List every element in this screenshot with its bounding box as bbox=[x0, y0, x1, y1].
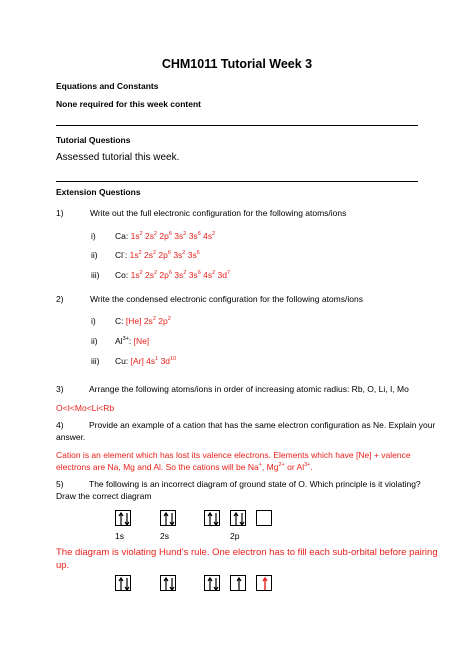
tutorial-text: Assessed tutorial this week. bbox=[56, 152, 180, 163]
config-term: $2s^2$ bbox=[141, 250, 157, 260]
config-term: $3s^6$ bbox=[185, 250, 200, 260]
q1-i-roman: i) bbox=[91, 231, 96, 241]
config-term: $2s^2$ bbox=[142, 270, 158, 280]
q2-i-answer: [He] $2s^2$ $2p^2$ bbox=[125, 316, 171, 326]
q1-text: Write out the full electronic configuration for the following atoms/ions bbox=[90, 208, 347, 218]
config-term: $4s^2$ bbox=[200, 231, 216, 241]
config-term: $2p^6$ bbox=[157, 231, 172, 241]
up-arrow-icon bbox=[231, 576, 247, 592]
orbital-box-2s bbox=[160, 510, 176, 526]
config-term: $3s^2$ bbox=[170, 250, 186, 260]
orbital-box-2p-a-correct bbox=[204, 575, 220, 591]
orbital-box-2p-a bbox=[204, 510, 220, 526]
equations-text: None required for this week content bbox=[56, 99, 201, 109]
q4-answer-line2: electrons are Na, Mg and Al. So the cations will be Na+, $Mg^{2+}$ or $Al^{3+}$. bbox=[56, 462, 313, 472]
q1-ii-line bbox=[115, 250, 200, 260]
q1-i-line bbox=[115, 231, 215, 241]
extension-heading: Extension Questions bbox=[56, 187, 141, 197]
q2-text: Write the condensed electronic configuration for the following atoms/ions bbox=[90, 294, 363, 304]
page-title: CHM1011 Tutorial Week 3 bbox=[161, 57, 313, 71]
paired-arrows-icon bbox=[161, 576, 177, 592]
q2-ii-line: $Al^{3+}$: [Ne] bbox=[115, 336, 150, 346]
q2-ii-charge: 3+ bbox=[122, 336, 129, 343]
orbital-box-1s-correct bbox=[115, 575, 131, 591]
q2-ii-species: Al bbox=[115, 336, 123, 346]
divider bbox=[56, 125, 418, 126]
q2-ii-answer: [Ne] bbox=[133, 336, 150, 346]
q1-ii-species: Cl bbox=[115, 250, 124, 260]
q3-answer: O<I<Mo<Li<Rb bbox=[56, 403, 115, 413]
up-arrow-red-icon bbox=[257, 576, 273, 592]
config-cl bbox=[130, 250, 200, 260]
config-term: $2p^6$ bbox=[157, 270, 172, 280]
orbital-box-2p-b-correct bbox=[230, 575, 246, 591]
orbital-box-2s-correct bbox=[160, 575, 176, 591]
q5-answer-line2: up. bbox=[56, 560, 70, 571]
q1-iii-roman: iii) bbox=[91, 270, 100, 280]
q2-iii-answer: [Ar] $4s^1$ $3d^{10}$ bbox=[130, 356, 177, 366]
q5-answer-line1: The diagram is violating Hund’s rule. One electron has to fill each sub-orbital before pairing bbox=[56, 547, 438, 558]
config-term: $2s^2$ bbox=[142, 231, 158, 241]
config-term: $3s^2$ bbox=[171, 270, 187, 280]
q1-iii-species: Co: bbox=[115, 270, 131, 280]
q2-i-line bbox=[115, 316, 171, 326]
q5-number: 5) bbox=[56, 479, 64, 489]
paired-arrows-icon bbox=[116, 576, 132, 592]
config-term: $3d^7$ bbox=[215, 270, 231, 280]
paired-arrows-icon bbox=[231, 511, 247, 527]
tutorial-heading: Tutorial Questions bbox=[56, 135, 131, 145]
q2-iii-roman: iii) bbox=[91, 356, 100, 366]
q1-ii-roman: ii) bbox=[91, 250, 98, 260]
config-term: $1s^2$ bbox=[130, 231, 143, 241]
q3-number: 3) bbox=[56, 384, 64, 394]
config-term: $1s^2$ bbox=[129, 250, 142, 260]
config-ca bbox=[131, 231, 216, 241]
config-term: $3s^6$ bbox=[186, 231, 201, 241]
paired-arrows-icon bbox=[161, 511, 177, 527]
orbital-box-2p-c-correct bbox=[256, 575, 272, 591]
q2-i-species: C: bbox=[115, 316, 126, 326]
divider bbox=[56, 181, 418, 182]
q3-text: Arrange the following atoms/ions in order of increasing atomic radius: Rb, O, Li, I, Mo bbox=[89, 384, 409, 394]
q1-ii-colon: : bbox=[124, 250, 130, 260]
q1-i-species: Ca: bbox=[115, 231, 131, 241]
config-term: $3s^6$ bbox=[186, 270, 201, 280]
paired-arrows-icon bbox=[116, 511, 132, 527]
paired-arrows-icon bbox=[205, 511, 221, 527]
paired-arrows-icon bbox=[205, 576, 221, 592]
q2-iii-line bbox=[115, 356, 176, 366]
orbital-box-2p-b bbox=[230, 510, 246, 526]
q4-text: Provide an example of a cation that has the same electron configuration as Ne. Explain your bbox=[89, 420, 436, 430]
q1-number: 1) bbox=[56, 208, 64, 218]
orbital-box-2p-c bbox=[256, 510, 272, 526]
q4-answer-line1: Cation is an element which has lost its valence electrons. Elements which have [Ne] + valence bbox=[56, 450, 411, 460]
q2-iii-species: Cu: bbox=[115, 356, 131, 366]
q4-number: 4) bbox=[56, 420, 64, 430]
config-co bbox=[131, 270, 230, 280]
q1-iii-line bbox=[115, 270, 230, 280]
config-term: $3s^2$ bbox=[171, 231, 187, 241]
label-2s: 2s bbox=[160, 531, 169, 541]
q2-i-roman: i) bbox=[91, 316, 96, 326]
q2-ii-roman: ii) bbox=[91, 336, 98, 346]
label-2p: 2p bbox=[230, 531, 240, 541]
equations-heading: Equations and Constants bbox=[56, 81, 159, 91]
config-term: $2p^6$ bbox=[156, 250, 171, 260]
q2-number: 2) bbox=[56, 294, 64, 304]
config-term: $4s^2$ bbox=[200, 270, 216, 280]
q5-text: The following is an incorrect diagram of ground state of O. Which principle is it violating? bbox=[89, 479, 421, 489]
q1-ii-charge: - bbox=[123, 250, 125, 257]
config-term: $1s^2$ bbox=[130, 270, 143, 280]
label-1s: 1s bbox=[115, 531, 124, 541]
orbital-box-1s bbox=[115, 510, 131, 526]
q4-text2: answer. bbox=[56, 432, 86, 442]
q5-text2: Draw the correct diagram bbox=[56, 491, 152, 501]
